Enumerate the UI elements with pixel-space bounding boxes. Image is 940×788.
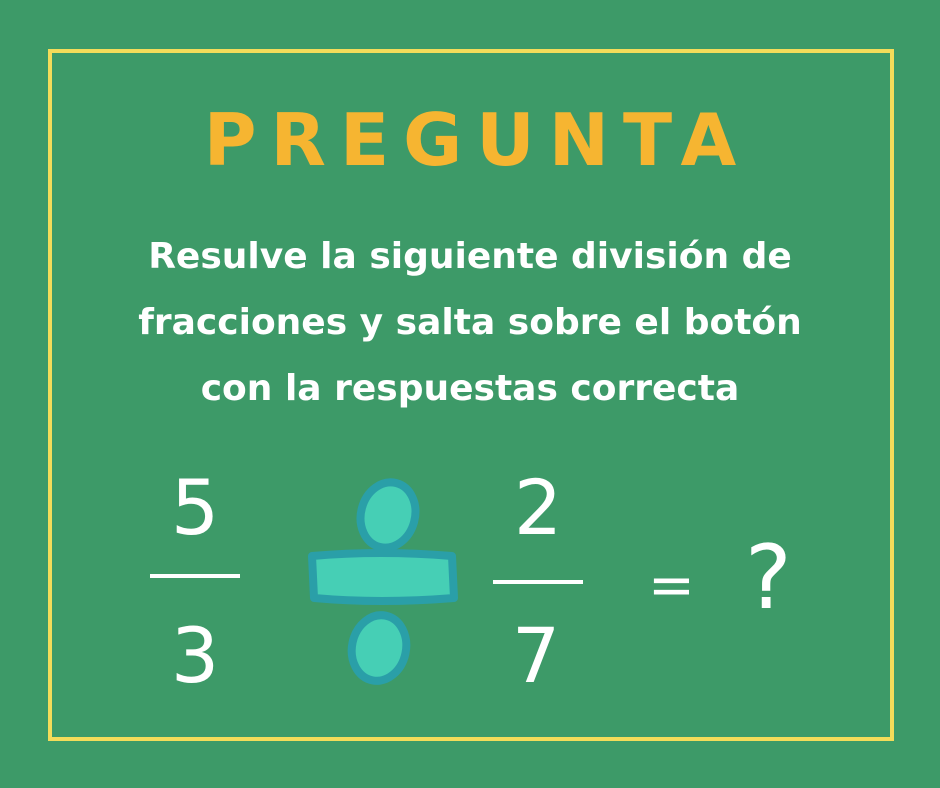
divide-dot-top <box>353 476 422 554</box>
divide-bar <box>312 553 454 601</box>
question-line-3: con la respuestas correcta <box>200 368 740 409</box>
equals-sign: = <box>648 553 695 618</box>
question-line-1: Resulve la siguiente división de <box>148 236 792 277</box>
question-text <box>60 224 880 422</box>
divide-dot-bottom <box>346 610 413 686</box>
fraction-1-numerator: 5 <box>170 463 220 552</box>
divide-icon <box>300 470 460 690</box>
fraction-2-bar <box>493 580 583 584</box>
fraction-2-numerator: 2 <box>513 463 563 552</box>
fraction-1-bar <box>150 574 240 578</box>
question-line-2: fracciones y salta sobre el botón <box>138 302 802 343</box>
fraction-2-denominator: 7 <box>511 611 561 700</box>
result-question-mark: ? <box>745 526 792 629</box>
page-title: PREGUNTA <box>203 98 751 182</box>
fraction-1-denominator: 3 <box>170 611 220 700</box>
